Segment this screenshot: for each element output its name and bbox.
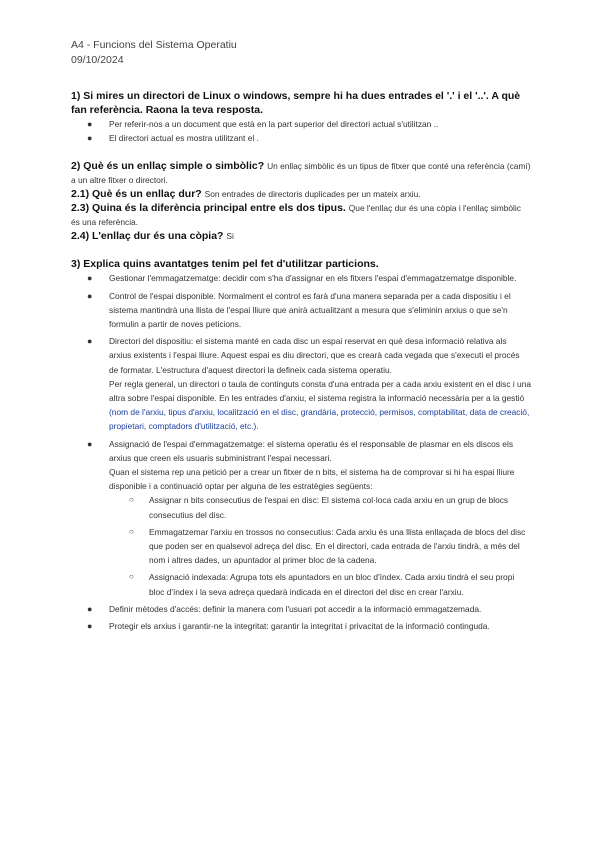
bullet-icon: ● <box>87 273 93 284</box>
circle-bullet-icon: ○ <box>129 572 134 582</box>
circle-bullet-icon: ○ <box>129 526 134 536</box>
sub-list-item: ○ Assignar n bits consecutius de l'espai en disc: El sistema col·loca cada arxiu en un grup de blocs consecutius del disc. <box>129 495 509 520</box>
sub-list-item: ○ Emmagatzemar l'arxiu en trossos no consecutius: Cada arxiu és una llista enllaçada de blocs del disc que poden ser en qualsevol adreça del disc. En el directori, cada entrada de l'arxiu tindrà, a més del nom i altres dades, un apuntador al primer bloc de la cadena. <box>129 526 526 566</box>
q3-list <box>71 271 531 493</box>
document-title: A4 - Funcions del Sistema Operatiu <box>71 39 237 51</box>
highlighted-text: (nom de l'arxiu, tipus d'arxiu, localització en el disc, grandària, protecció, permisos, comptabilitat, data de creació, propietari, comptadors d'utilització, etc.). <box>109 407 530 432</box>
list-item: ● Gestionar l'emmagatzematge: decidir com s'ha d'assignar en els fitxers l'espai d'emmagatzematge disponible. <box>71 271 531 285</box>
list-item: ● Directori del dispositiu: el sistema manté en cada disc un espai reservat en què desa informació relativa als arxius existents i l'espai lliure. Aquest espai es diu directori, que es crearà cada vegada que s'executi el procés de formatar. L'estructura d'aquest directori la defineix cada sistema operatiu. Per regla general, un directori o taula de continguts consta d'una entrada per a cada arxiu existent en el disc i una altra sobre l'espai disponible. En les entrades d'arxiu, el sistema registra la informació necessària per a la gestió (nom de l'arxiu, tipus d'arxiu, localització en el disc, grandària, protecció, permisos, comptabilitat, data de creació, propietari, comptadors d'utilització, etc.). <box>87 336 532 432</box>
sub-list-item: ○ Assignació indexada: Agrupa tots els apuntadors en un bloc d'índex. Cada arxiu tindrà el seu propi bloc d'índex i la seva adreça quedarà indicada en el directori del disc en crear l'arxiu. <box>129 572 515 597</box>
list-item: ● Protegir els arxius i garantir-ne la integritat: garantir la integritat i privacitat de la informació continguda. <box>71 619 531 633</box>
bullet-icon: ● <box>87 133 93 144</box>
answer-2-3: Que l'enllaç dur és una còpia i l'enllaç simbòlic és una referència. <box>71 203 521 228</box>
bullet-icon: ● <box>87 621 93 632</box>
answer-2-1: Son entrades de directoris duplicades per un mateix arxiu. <box>204 189 421 200</box>
question-2-4: 2.4) L'enllaç dur és una còpia? Si <box>71 230 234 243</box>
list-item: ● Per referir-nos a un document que està en la part superior del directori actual s'utilitzan .. <box>71 117 531 131</box>
q1-list <box>71 117 531 145</box>
list-item: ● El directori actual es mostra utilitzant el . <box>71 131 531 145</box>
question-2: 2) Què és un enllaç simple o simbòlic? Un enllaç simbòlic és un tipus de fitxer que conté una referència (camí) a un altre fitxer o directori. <box>71 160 531 186</box>
question-1: 1) Si mires un directori de Linux o windows, sempre hi ha dues entrades el '.' i el '..'. A què fan referència. Raona la teva resposta. <box>71 90 521 116</box>
bullet-icon: ● <box>87 290 93 301</box>
list-item: ● Assignació de l'espai d'emmagatzematge: el sistema operatiu és el responsable de plasmar en els discos els arxius que creen els usuaris subministrant l'espai necessari. Quan el sistema rep una petició per a crear un fitxer de n bits, el sistema ha de comprovar si hi ha espai lliure disponible i a continuació optar per alguna de les estratègies següents: <box>87 438 515 492</box>
bullet-icon: ● <box>87 603 93 614</box>
question-2-1: 2.1) Què és un enllaç dur? Son entrades de directoris duplicades per un mateix arxiu. <box>71 188 421 201</box>
list-item: ● Control de l'espai disponible. Normalment el control es farà d'una manera separada per a cada dispositiu i el sistema mantindrà una llista de l'espai lliure que anirà actualitzant a mesura que s'eliminin arxius o que se'n formulin a partir de noves peticions. <box>87 290 511 330</box>
bullet-icon: ● <box>87 119 93 129</box>
question-2-3: 2.3) Quina és la diferència principal entre els dos tipus. Que l'enllaç dur és una còpia i l'enllaç simbòlic és una referència. <box>71 202 521 228</box>
bullet-icon: ● <box>87 336 93 347</box>
list-item: ● Definir mètodes d'accés: definir la manera com l'usuari pot accedir a la informació emmagatzemada. <box>71 602 531 616</box>
question-3: 3) Explica quins avantatges tenim pel fet d'utilitzar particions. <box>71 258 379 271</box>
bullet-icon: ● <box>87 438 93 449</box>
q3-sublist <box>71 493 531 598</box>
document-date: 09/10/2024 <box>71 54 124 66</box>
answer-2-4: Si <box>226 231 234 242</box>
document-page <box>71 38 531 633</box>
answer-2: Un enllaç simbòlic és un tipus de fitxer que conté una referència (camí) a un altre fitxer o directori. <box>71 161 531 186</box>
q3-list-cont <box>71 602 531 633</box>
circle-bullet-icon: ○ <box>129 495 134 505</box>
